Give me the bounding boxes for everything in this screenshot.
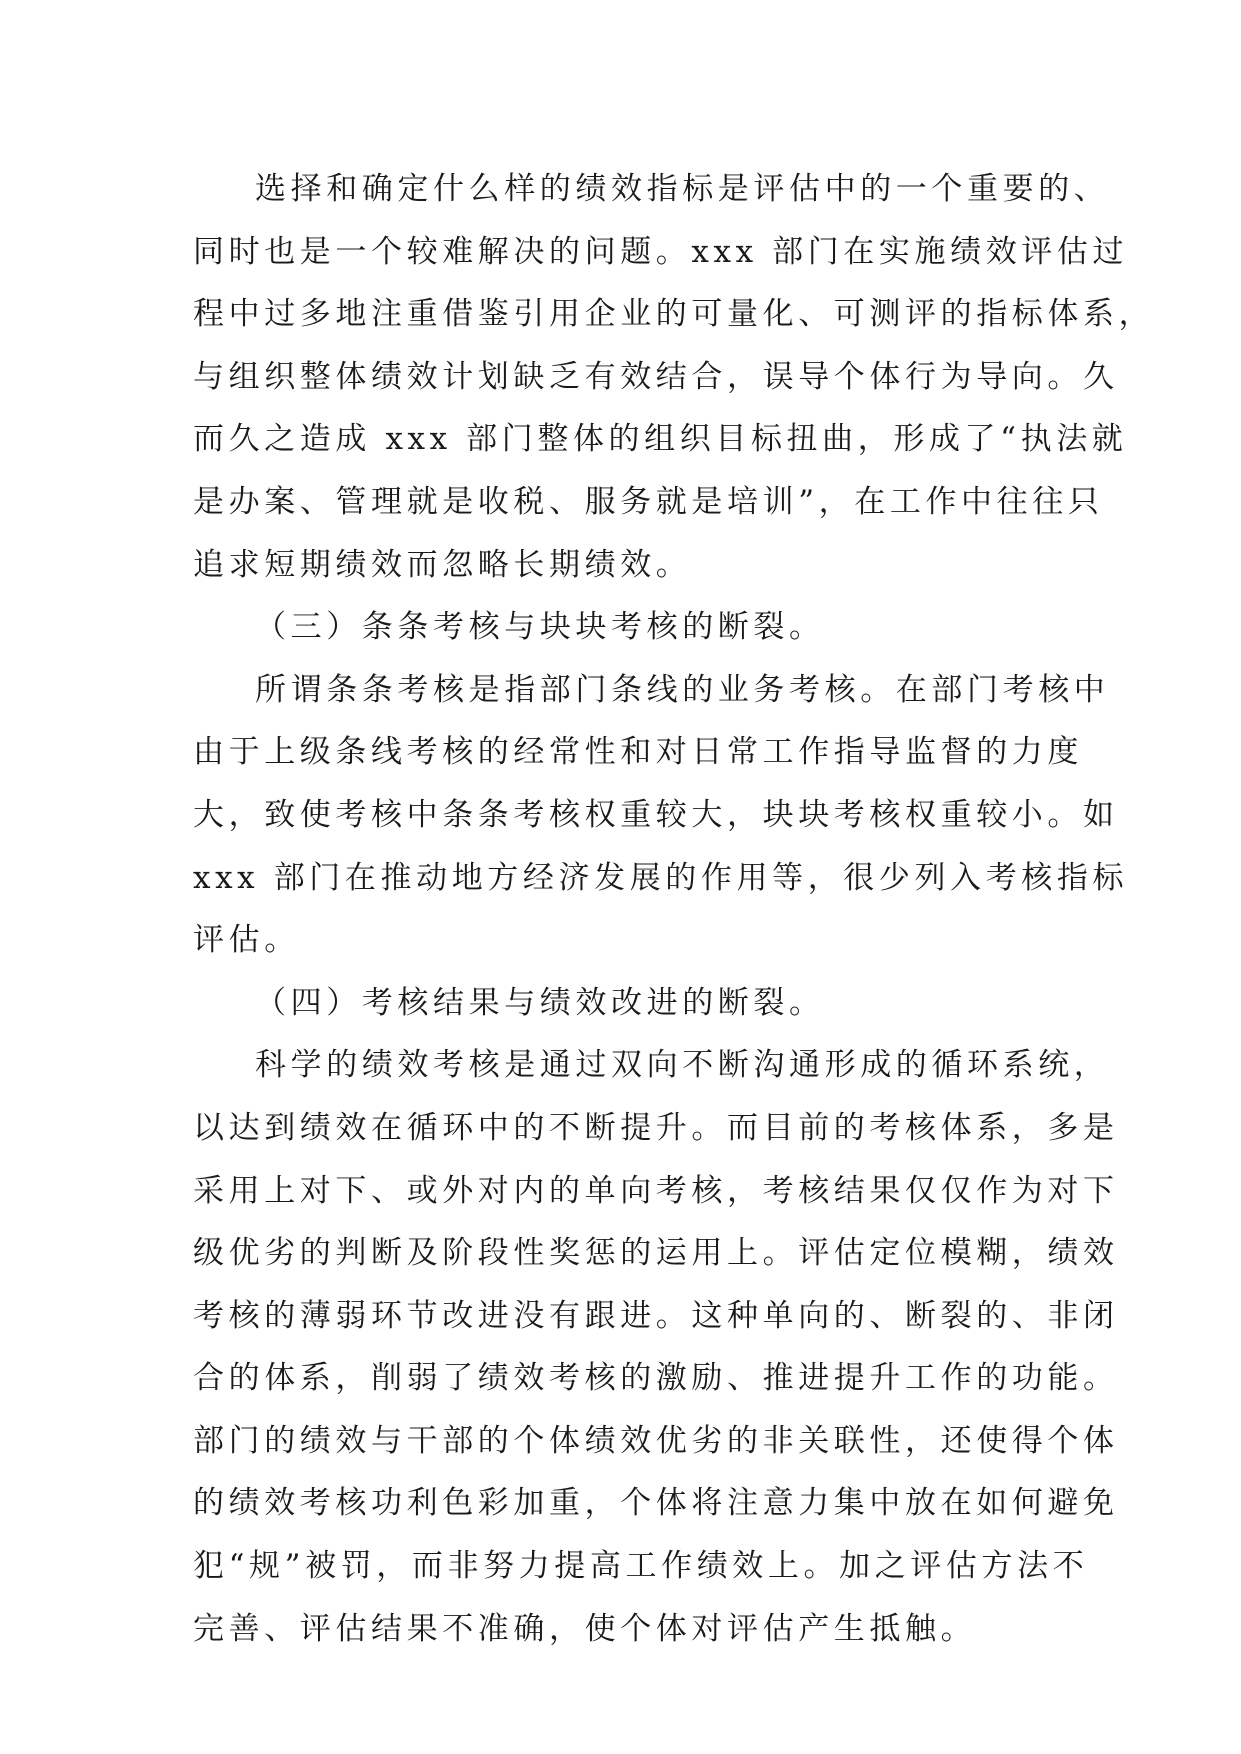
paragraph-line: 同时也是一个较难解决的问题。xxx 部门在实施绩效评估过	[193, 233, 1129, 270]
paragraph-line: 与组织整体绩效计划缺乏有效结合，误导个体行为导向。久	[193, 358, 1119, 395]
paragraph-line: 选择和确定什么样的绩效指标是评估中的一个重要的、	[255, 171, 1110, 207]
paragraph-line: 程中过多地注重借鉴引用企业的可量化、可测评的指标体系，	[193, 296, 1155, 333]
paragraph-line: 所谓条条考核是指部门条线的业务考核。在部门考核中	[255, 671, 1110, 708]
paragraph-line: 采用上对下、或外对内的单向考核，考核结果仅仅作为对下	[193, 1172, 1119, 1209]
paragraph-line: 追求短期绩效而忽略长期绩效。	[193, 546, 692, 583]
section-heading: （四）考核结果与绩效改进的断裂。	[255, 984, 825, 1021]
document-body	[193, 158, 1155, 1660]
paragraph-line: 由于上级条线考核的经常性和对日常工作指导监督的力度	[193, 734, 1083, 771]
paragraph-line: 部门的绩效与干部的个体绩效优劣的非关联性，还使得个体	[193, 1422, 1119, 1459]
paragraph-line: 大，致使考核中条条考核权重较大，块块考核权重较小。如	[193, 796, 1119, 833]
paragraph-line: 考核的薄弱环节改进没有跟进。这种单向的、断裂的、非闭	[193, 1297, 1119, 1334]
paragraph-line: 评估。	[193, 922, 300, 959]
paragraph-line: 级优劣的判断及阶段性奖惩的运用上。评估定位模糊，绩效	[193, 1235, 1119, 1272]
paragraph-line: 是办案、管理就是收税、服务就是培训”，在工作中往往只	[193, 483, 1104, 520]
paragraph-line: 合的体系，削弱了绩效考核的激励、推进提升工作的功能。	[193, 1360, 1119, 1397]
paragraph-line: 犯“规”被罚，而非努力提高工作绩效上。加之评估方法不	[193, 1548, 1089, 1585]
paragraph-line: 的绩效考核功利色彩加重，个体将注意力集中放在如何避免	[193, 1485, 1119, 1522]
paragraph-line: xxx 部门在推动地方经济发展的作用等，很少列入考核指标	[193, 859, 1129, 896]
paragraph-line: 而久之造成 xxx 部门整体的组织目标扭曲，形成了“执法就	[193, 421, 1128, 458]
paragraph-line: 科学的绩效考核是通过双向不断沟通形成的循环系统，	[255, 1047, 1110, 1084]
section-heading: （三）条条考核与块块考核的断裂。	[255, 609, 825, 646]
paragraph-line: 以达到绩效在循环中的不断提升。而目前的考核体系，多是	[193, 1109, 1119, 1146]
paragraph-line: 完善、评估结果不准确，使个体对评估产生抵触。	[193, 1610, 977, 1647]
